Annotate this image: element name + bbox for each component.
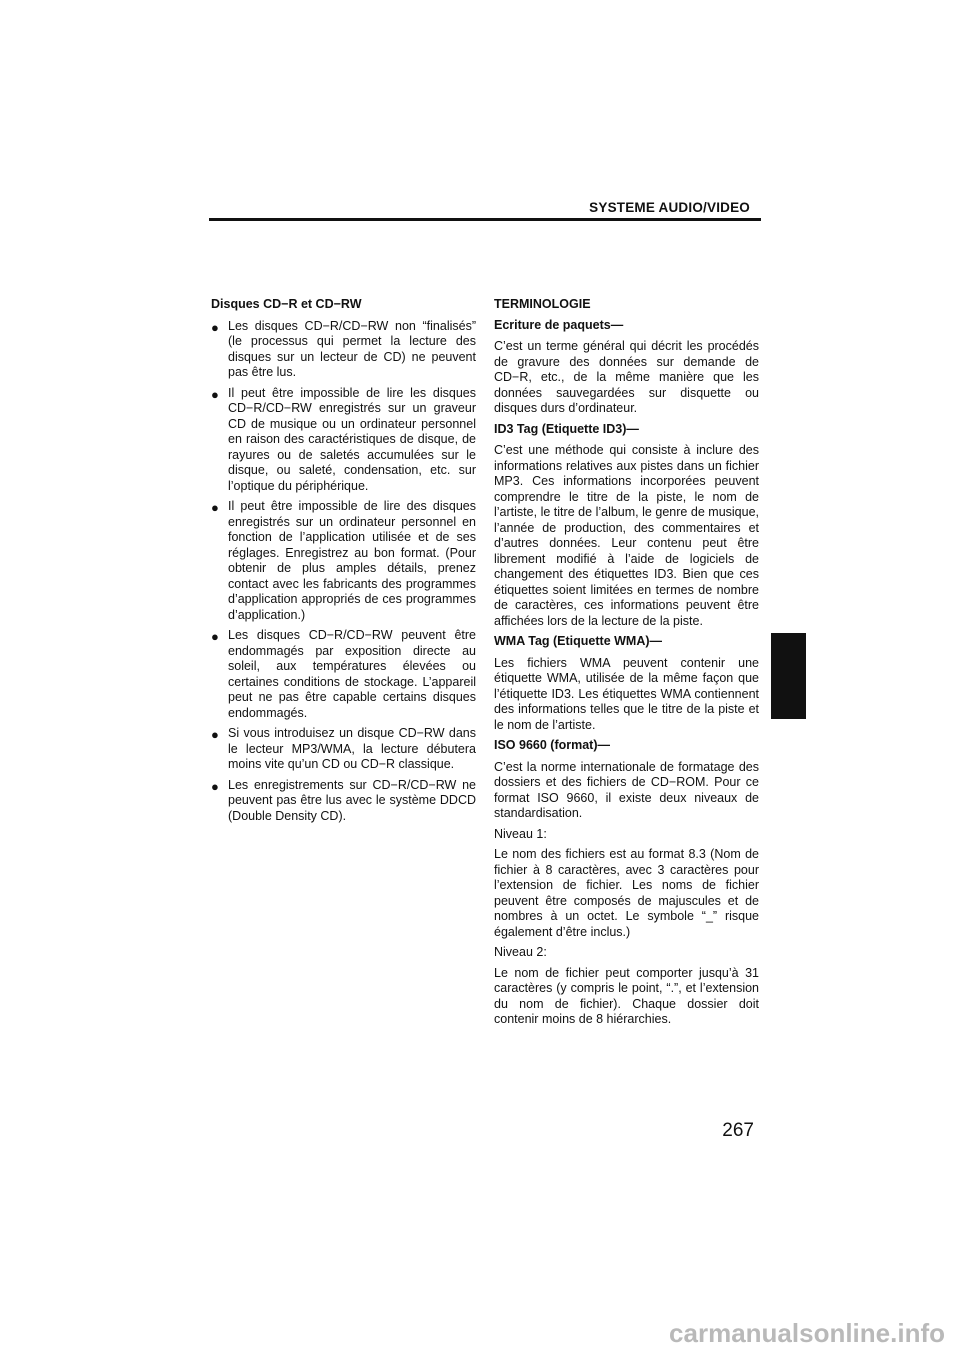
bullet-item (211, 386, 476, 495)
bullet-item (211, 726, 476, 773)
bullet-icon: ● (211, 629, 219, 644)
chapter-tab-marker (771, 633, 806, 719)
bullet-icon: ● (211, 319, 219, 335)
page-number: 267 (722, 1120, 754, 1141)
bullet-icon: ● (211, 727, 219, 742)
bullet-text: Les disques CD−R/CD−RW non “finalisés” (le processus qui permet la lecture des disques sur un lecteur de CD) ne peuvent pas être lus. (228, 318, 476, 379)
level-1-label: Niveau 1: (494, 826, 547, 841)
watermark: carmanualsonline.info (669, 1318, 945, 1348)
term-iso-9660: ISO 9660 (format)— (494, 738, 611, 752)
cd-r-rw-heading: Disques CD−R et CD−RW (211, 297, 362, 311)
level-2-text: Le nom de fichier peut comporter jusqu’à 31 caractères (y compris le point, “.”, et l’extension du nom de fichier). Chaque dossier doit contenir moins de 8 hiérarchies. (494, 965, 759, 1026)
bullet-text: Si vous introduisez un disque CD−RW dans le lecteur MP3/WMA, la lecture débutera moins vite qu’un CD ou CD−R classique. (228, 726, 476, 771)
section-header-title: SYSTEME AUDIO/VIDEO (589, 200, 750, 215)
level-2-label: Niveau 2: (494, 945, 547, 959)
bullet-item (211, 499, 476, 623)
bullet-item (211, 319, 476, 381)
bullet-icon: ● (211, 500, 219, 515)
bullet-icon: ● (211, 386, 219, 402)
header-rule (209, 218, 761, 221)
term-id3-tag: ID3 Tag (Etiquette ID3)— (494, 421, 639, 436)
term-wma-tag-text: Les fichiers WMA peuvent contenir une étiquette WMA, utilisée de la même façon que l’étiquette ID3. Les étiquettes WMA contiennent des informations telles que le titre de la piste et le nom de l’artiste. (494, 655, 759, 732)
term-id3-tag-text: C’est une méthode qui consiste à inclure des informations relatives aux pistes dans un fichier MP3. Ces informations incorporées peuvent comprendre le titre de la piste, le nom de l’artiste, le titre de l’album, le genre de musique, l’année de production, des commentaires et d’autres données. Leur contenu peut être librement modifié à l’aide de logiciels de changement des étiquettes ID3. Bien que ces étiquettes soient limitées en termes de nombre de caractères, ces informations peuvent être affichées lors de la lecture de la piste. (494, 443, 759, 628)
bullet-item (211, 628, 476, 721)
term-packet-writing-text: C’est un terme général qui décrit les procédés de gravure des données sur demande de CD−R, etc., de la même manière que les données sauvegardées sur disquette ou disques durs d’ordinateur. (494, 339, 759, 415)
level-1-text: Le nom des fichiers est au format 8.3 (Nom de fichier à 8 caractères, avec 3 caractères pour l’extension de fichier. Les noms de fichier peuvent être composés de majuscules et de nombres à un octet. Le symbole “_” risque également d’être inclus.) (494, 847, 759, 939)
bullet-text: Les disques CD−R/CD−RW peuvent être endommagés par exposition directe au soleil, aux températures élevées ou certaines conditions de stockage. L’appareil peut ne pas être capable certains disques endommagés. (228, 628, 476, 720)
bullet-text: Il peut être impossible de lire les disques CD−R/CD−RW enregistrés sur un graveur CD de musique ou un ordinateur personnel en raison des caractéristiques de disque, de rayures ou de saletés accumulées sur le disque, ou saleté, condensation, etc. sur l’optique du périphérique. (228, 385, 476, 493)
term-wma-tag: WMA Tag (Etiquette WMA)— (494, 634, 663, 648)
term-packet-writing: Ecriture de paquets— (494, 317, 624, 332)
bullet-icon: ● (211, 778, 219, 794)
bullet-text: Les enregistrements sur CD−R/CD−RW ne peuvent pas être lus avec le système DDCD (Double Density CD). (228, 777, 476, 823)
bullet-item (211, 778, 476, 825)
bullet-text: Il peut être impossible de lire des disques enregistrés sur un ordinateur personnel en fonction de l’application utilisée et de ses réglages. Enregistrez au bon format. (Pour obtenir de plus amples détails, prenez contact avec les fabricants des programmes d’application appropriés de ces programmes d’application.) (228, 499, 476, 622)
terminology-heading: TERMINOLOGIE (494, 297, 591, 311)
right-column (494, 297, 759, 1033)
term-iso-9660-text: C’est la norme internationale de formatage des dossiers et des fichiers de CD−ROM. Pour ce format ISO 9660, il existe deux niveaux de standardisation. (494, 759, 759, 820)
left-column (211, 297, 476, 829)
